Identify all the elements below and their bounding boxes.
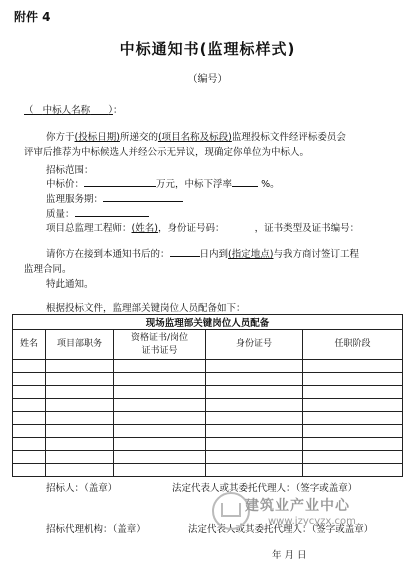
table-cell bbox=[206, 451, 303, 464]
para2-text-c: 与我方商讨签订工程 bbox=[273, 249, 359, 260]
recipient-line bbox=[24, 102, 123, 116]
table-cell bbox=[303, 464, 403, 477]
price-line bbox=[46, 176, 280, 190]
table-header-row bbox=[13, 330, 403, 360]
table-cell bbox=[206, 412, 303, 425]
table-cell bbox=[303, 438, 403, 451]
para2-text-a: 请你方在接到本通知书后的： bbox=[46, 249, 170, 260]
table-cell bbox=[46, 425, 114, 438]
para1-text-c: 监理投标文件经评标委员会 bbox=[231, 132, 346, 143]
table-row bbox=[13, 438, 403, 451]
table-cell bbox=[46, 464, 114, 477]
table-row bbox=[13, 412, 403, 425]
table-body bbox=[13, 360, 403, 477]
header-cell bbox=[13, 330, 46, 360]
header-stage: 任职阶段 bbox=[334, 339, 371, 349]
table-cell bbox=[206, 438, 303, 451]
recipient-name-placeholder bbox=[34, 105, 109, 116]
header-cell bbox=[46, 330, 114, 360]
table-cell bbox=[13, 412, 46, 425]
para2-text-b: 日内到 bbox=[199, 249, 229, 260]
recipient-colon: ： bbox=[112, 105, 123, 116]
discount-blank bbox=[232, 176, 258, 187]
table-cell bbox=[114, 438, 206, 451]
table-row bbox=[13, 451, 403, 464]
quality-label: 质量： bbox=[46, 209, 75, 220]
period-label: 监理服务期： bbox=[46, 194, 104, 205]
para2-line1 bbox=[46, 246, 359, 260]
recipient-open: （ bbox=[24, 105, 34, 116]
table-cell bbox=[46, 412, 114, 425]
engineer-name-field: (姓名) bbox=[131, 223, 158, 234]
table-cell bbox=[46, 360, 114, 373]
table-cell bbox=[206, 425, 303, 438]
table-row bbox=[13, 360, 403, 373]
period-line bbox=[46, 191, 183, 205]
price-percent: %。 bbox=[261, 179, 280, 190]
table-cell bbox=[114, 412, 206, 425]
table-cell bbox=[13, 451, 46, 464]
table-cell bbox=[303, 399, 403, 412]
header-cert-line2: 证书证号 bbox=[141, 345, 178, 356]
table-cell bbox=[13, 464, 46, 477]
table-cell bbox=[13, 386, 46, 399]
header-cell bbox=[114, 330, 206, 360]
table-cell bbox=[303, 412, 403, 425]
table-cell bbox=[303, 451, 403, 464]
table-cell bbox=[303, 360, 403, 373]
header-cell bbox=[206, 330, 303, 360]
agency-rep-signature: 法定代表人或其委托代理人：（签字或盖章） bbox=[188, 524, 374, 535]
table-caption: 现场监理部关键岗位人员配备 bbox=[13, 315, 403, 330]
staffing-table bbox=[12, 314, 403, 477]
table-cell bbox=[303, 386, 403, 399]
table-cell bbox=[114, 399, 206, 412]
table-cell bbox=[13, 438, 46, 451]
table-cell bbox=[206, 464, 303, 477]
table-cell bbox=[206, 373, 303, 386]
quality-line bbox=[46, 206, 149, 220]
table-cell bbox=[114, 386, 206, 399]
agency-signature: 招标代理机构：（盖章） bbox=[46, 524, 146, 535]
table-cell bbox=[46, 438, 114, 451]
table-cell bbox=[13, 399, 46, 412]
table-cell bbox=[13, 425, 46, 438]
table-cell bbox=[46, 399, 114, 412]
para1-text-a: 你方于 bbox=[46, 132, 75, 143]
engineer-id-label: ，身份证号码： bbox=[157, 223, 225, 234]
recipient-label: 中标人名称 bbox=[42, 105, 91, 116]
table-caption-row bbox=[13, 315, 403, 330]
table-row bbox=[13, 386, 403, 399]
table-cell bbox=[206, 386, 303, 399]
table-cell bbox=[46, 373, 114, 386]
scope-label: 招标范围： bbox=[46, 165, 94, 176]
table-row bbox=[13, 399, 403, 412]
table-cell bbox=[46, 386, 114, 399]
header-id: 身份证号 bbox=[235, 339, 272, 349]
engineer-cert-label: ，证书类型及证书编号： bbox=[254, 223, 360, 234]
table-cell bbox=[206, 399, 303, 412]
header-cell bbox=[303, 330, 403, 360]
notice-line: 特此通知。 bbox=[46, 279, 94, 290]
table-row bbox=[13, 373, 403, 386]
place-field: (指定地点) bbox=[228, 249, 274, 260]
table-cell bbox=[206, 360, 303, 373]
price-blank bbox=[84, 176, 156, 187]
table-cell bbox=[303, 425, 403, 438]
header-name: 姓名 bbox=[19, 339, 38, 349]
table-cell bbox=[114, 360, 206, 373]
para2-line2: 监理合同。 bbox=[24, 264, 72, 275]
header-cert-line1: 资格证书/岗位 bbox=[130, 332, 189, 343]
attachment-label: 附件 4 bbox=[14, 10, 51, 24]
quality-blank bbox=[75, 206, 149, 217]
table-cell bbox=[303, 373, 403, 386]
header-position: 项目部职务 bbox=[56, 339, 102, 349]
para1-line1 bbox=[46, 129, 346, 143]
bid-date-field: (投标日期) bbox=[74, 132, 120, 143]
para1-text-b: 所递交的 bbox=[119, 132, 158, 143]
table-row bbox=[13, 425, 403, 438]
table-cell bbox=[114, 464, 206, 477]
table-cell bbox=[114, 425, 206, 438]
serial-number: （编号） bbox=[187, 74, 228, 85]
table-cell bbox=[13, 373, 46, 386]
tenderer-signature: 招标人：（盖章） bbox=[46, 483, 118, 494]
document-title: 中标通知书(监理标样式) bbox=[119, 40, 296, 58]
recipient-close: ） bbox=[108, 105, 113, 116]
table-cell bbox=[114, 373, 206, 386]
price-label: 中标价： bbox=[46, 179, 85, 190]
period-blank bbox=[103, 191, 183, 202]
legal-rep-signature: 法定代表人或其委托代理人：（签字或盖章） bbox=[172, 483, 358, 494]
scope-line bbox=[46, 162, 94, 176]
engineer-line bbox=[46, 220, 359, 234]
table-cell bbox=[46, 451, 114, 464]
table-cell bbox=[13, 360, 46, 373]
date-line: 年 月 日 bbox=[272, 550, 307, 561]
para1-line2: 评审后推荐为中标候选人并经公示无异议，现确定你单位为中标人。 bbox=[24, 147, 310, 158]
project-field: (项目名称及标段) bbox=[157, 132, 232, 143]
table-cell bbox=[114, 451, 206, 464]
staffing-line: 根据投标文件，监理部关键岗位人员配备如下： bbox=[46, 303, 246, 314]
table-row bbox=[13, 464, 403, 477]
price-unit: 万元，中标下浮率 bbox=[156, 179, 233, 190]
days-blank bbox=[170, 246, 200, 257]
engineer-label: 项目总监理工程师： bbox=[46, 223, 132, 234]
watermark-url: www.jzycyzx.com bbox=[268, 516, 356, 527]
watermark-text: 建筑业产业中心 bbox=[245, 498, 350, 514]
